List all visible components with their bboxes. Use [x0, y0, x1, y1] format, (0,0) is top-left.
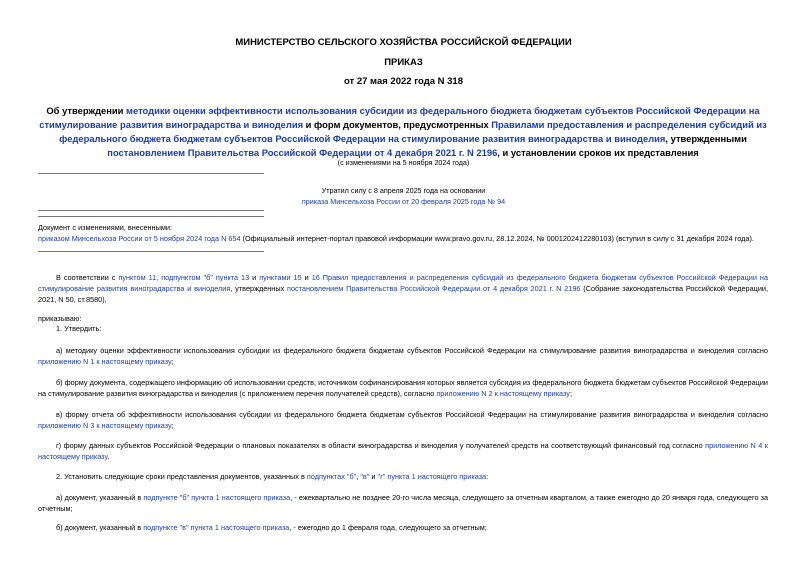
point-16-rules-link[interactable]: 16 Правил предоставления и распределения субсидий из федерального бюджета бюджетам субъектов Российской Федерации на стимулирование развития виноградарства и виноделия: [38, 273, 768, 293]
item-text: ,: [356, 472, 361, 481]
expiry-link-row: [0, 197, 807, 206]
preamble: [38, 272, 768, 305]
subpoint-g-link[interactable]: "г" пункта 1 настоящего приказа: [377, 472, 487, 481]
subpoint-b-ref-link[interactable]: подпункте "б" пункта 1 настоящего приказа: [143, 493, 291, 502]
appendix-3-link[interactable]: приложению N 3 к настоящему приказу: [38, 421, 172, 430]
preamble-text: (Собрание законодательства Российской Федерации, 2021, N 50, ст.8580),: [38, 284, 768, 304]
amending-order-link[interactable]: приказом Минсельхоза России от 5 ноября 2024 года N 654: [38, 234, 241, 243]
divider: [38, 216, 264, 217]
divider: [38, 173, 264, 174]
item-2b: [38, 522, 768, 533]
changes-tail: (Официальный интернет-портал правовой информации www.pravo.gov.ru, 28.12.2024, № 0001202412280103) (вступил в силу с 31 декабря 2024 года).: [240, 234, 754, 243]
resolution-link[interactable]: постановлением Правительства Российской Федерации от 4 декабря 2021 г. N 2196: [107, 147, 498, 158]
order-word: приказываю:: [38, 314, 82, 323]
item-2a: [38, 492, 768, 514]
changes-label: Документ с изменениями, внесенными:: [38, 223, 172, 232]
subpoint-v-link[interactable]: "в": [360, 472, 370, 481]
subpoint-b-link[interactable]: подпунктах "б": [306, 472, 357, 481]
item-text: :: [486, 472, 489, 481]
item-text: г) форму данных субъектов Российской Федерации о плановых показателях в области виноградарства и виноделия у получателей средств на соответствующий финансовый год согласно: [56, 441, 706, 450]
document-date: от 27 мая 2022 года N 318: [343, 76, 464, 87]
divider: [38, 210, 264, 211]
item-text: б) форму документа, содержащего информацию об использовании средств, источником софинансирования которых является субсидия из федерального бюджета бюджетам субъектов Российской Федерации на стимулирование развития виноградарства и виноделия (с приложением перечня получателей средств), согласно: [38, 378, 768, 398]
point-11-link[interactable]: пунктом 11: [118, 273, 157, 282]
preamble-text: и: [301, 273, 312, 282]
title-text-1: Об утверждении: [46, 105, 127, 116]
item-text: ;: [569, 389, 572, 398]
item-2: [38, 471, 768, 482]
preamble-text: В соответствии с: [56, 273, 119, 282]
item-text: , - ежегодно до 1 февраля года, следующего за отчетным;: [289, 523, 487, 532]
preamble-text: ,: [156, 273, 162, 282]
appendix-1-link[interactable]: приложению N 1 к настоящему приказу: [38, 357, 172, 366]
rules-link[interactable]: Правилами предоставления и распределения субсидий из федерального бюджета бюджетам субъектов Российской Федерации на стимулирование развития виноградарства и виноделия: [59, 119, 767, 144]
item-text: 2. Установить следующие сроки представления документов, указанных в: [56, 472, 307, 481]
document-type: ПРИКАЗ: [384, 57, 423, 68]
revision-note: (с изменениями на 5 ноября 2024 года): [337, 158, 470, 167]
item-text: а) документ, указанный в: [56, 493, 144, 502]
changes-entry: [38, 233, 768, 244]
preamble-text: , утвержденных: [230, 284, 288, 293]
title-text-2: и форм документов, предусмотренных: [303, 119, 492, 130]
subpoint-v-ref-link[interactable]: подпункте "в" пункта 1 настоящего приказа: [143, 523, 290, 532]
point-15-link[interactable]: пунктами 15: [259, 273, 302, 282]
item-1c: [38, 409, 768, 431]
document-title: [38, 104, 768, 160]
appendix-4-link[interactable]: приложению N 4 к настоящему приказу: [38, 441, 768, 461]
title-text-4: , и установлении сроков их представления: [497, 147, 699, 158]
item-text: и: [369, 472, 378, 481]
item-1: 1. Утвердить:: [56, 324, 102, 333]
expiry-order-link[interactable]: приказа Минсельхоза России от 20 февраля 2025 года № 94: [301, 197, 506, 206]
methodology-link[interactable]: методики оценки эффективности использования субсидии из федерального бюджета бюджетам субъектов Российской Федерации на стимулирование развития виноградарства и виноделия: [39, 105, 760, 130]
divider: [38, 251, 264, 252]
ministry-name: МИНИСТЕРСТВО СЕЛЬСКОГО ХОЗЯЙСТВА РОССИЙСКОЙ ФЕДЕРАЦИИ: [235, 37, 572, 48]
item-text: в) форму отчета об эффективности использования субсидии из федерального бюджета бюджетам субъектов Российской Федерации на стимулирование развития виноградарства и виноделия согласно: [56, 410, 768, 419]
item-text: , - ежеквартально не позднее 20-го числа месяца, следующего за отчетным кварталом, а также ежегодно до 20 января года, следующего за отчетным;: [38, 493, 769, 513]
expiry-line: Утратил силу с 8 апреля 2025 года на основании: [321, 186, 486, 195]
item-text: б) документ, указанный в: [56, 523, 144, 532]
item-1b: [38, 377, 768, 399]
item-1d: [38, 440, 768, 462]
item-text: .: [107, 452, 110, 461]
item-text: ;: [171, 421, 174, 430]
title-text-3: , утвержденными: [665, 133, 747, 144]
subpoint-13b-link[interactable]: подпунктом "б" пункта 13: [161, 273, 250, 282]
resolution-2196-link[interactable]: постановлением Правительства Российской Федерации от 4 декабря 2021 г. N 2196: [287, 284, 581, 293]
appendix-2-link[interactable]: приложению N 2 к настоящему приказу: [436, 389, 570, 398]
item-text: а) методику оценки эффективности использования субсидии из федерального бюджета бюджетам субъектов Российской Федерации на стимулирование развития виноградарства и виноделия согласно: [56, 346, 768, 355]
item-text: ;: [171, 357, 174, 366]
preamble-text: и: [249, 273, 260, 282]
item-1a: [38, 345, 768, 367]
